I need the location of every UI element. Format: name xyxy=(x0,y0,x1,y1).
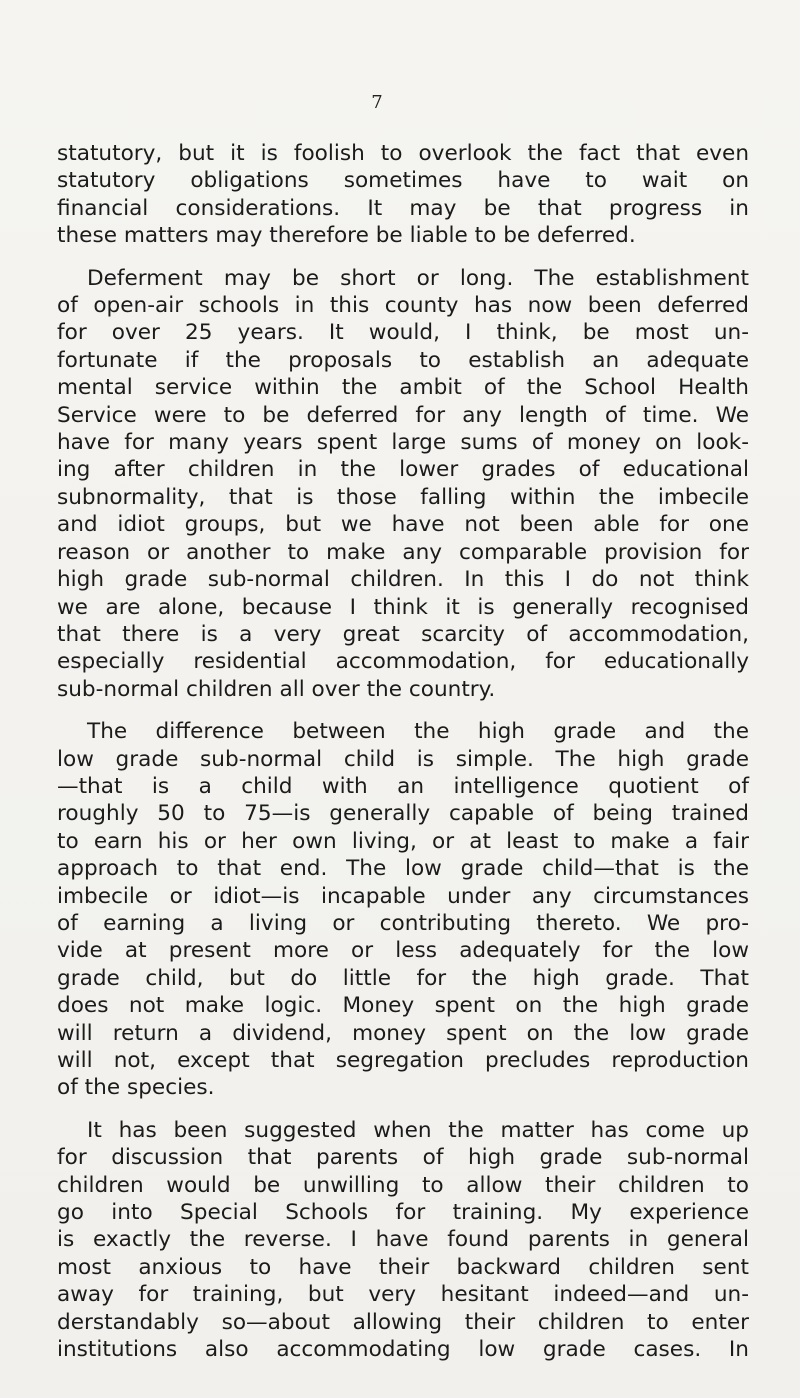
text-line: we are alone, because I think it is generally recognised xyxy=(57,594,749,620)
text-line: grade child, but do little for the high grade. That xyxy=(57,965,749,991)
text-line: will not, except that segregation precludes reproduction xyxy=(57,1048,749,1073)
paragraph xyxy=(57,718,749,1102)
text-line: of earning a living or contributing thereto. We pro- xyxy=(57,910,749,936)
text-line: financial considerations. It may be that progress in xyxy=(57,195,749,221)
text-line: subnormality, that is those falling within the imbecile xyxy=(57,484,749,510)
text-line: institutions also accommodating low grade cases. In xyxy=(57,1337,749,1363)
text-line: children would be unwilling to allow their children to xyxy=(57,1172,749,1198)
text-line: does not make logic. Money spent on the high grade xyxy=(57,993,749,1019)
text-line: It has been suggested when the matter has come up xyxy=(87,1117,749,1143)
text-line: is exactly the reverse. I have found parents in general xyxy=(57,1227,749,1253)
text-line: approach to that end. The low grade child—that is the xyxy=(57,856,749,882)
text-line: derstandably so—about allowing their children to enter xyxy=(57,1309,749,1335)
paragraph xyxy=(57,1117,749,1364)
text-line: fortunate if the proposals to establish an adequate xyxy=(57,347,749,373)
text-line: of the species. xyxy=(57,1075,215,1101)
text-line: these matters may therefore be liable to be deferred. xyxy=(57,223,636,249)
body-text xyxy=(57,140,749,1363)
text-line: especially residential accommodation, for educationally xyxy=(57,649,749,675)
page-number: 7 xyxy=(371,92,383,113)
text-line: statutory obligations sometimes have to wait on xyxy=(57,168,749,194)
text-line: sub-normal children all over the country. xyxy=(57,676,496,702)
text-line: go into Special Schools for training. My experience xyxy=(57,1200,749,1226)
text-line: roughly 50 to 75—is generally capable of being trained xyxy=(57,801,749,827)
text-line: will return a dividend, money spent on the low grade xyxy=(57,1020,749,1046)
text-line: have for many years spent large sums of money on look- xyxy=(57,430,749,456)
text-line: Service were to be deferred for any length of time. We xyxy=(57,402,749,428)
text-line: mental service within the ambit of the School Health xyxy=(57,375,749,401)
text-line: The difference between the high grade and the xyxy=(87,719,749,745)
text-line: reason or another to make any comparable provision for xyxy=(57,539,749,565)
text-line: away for training, but very hesitant indeed—and un- xyxy=(57,1282,749,1308)
text-line: of open-air schools in this county has now been deferred xyxy=(57,293,749,319)
text-line: for over 25 years. It would, I think, be most un- xyxy=(57,320,749,346)
paragraph xyxy=(57,140,749,250)
text-line: statutory, but it is foolish to overlook the fact that even xyxy=(57,141,749,166)
text-line: imbecile or idiot—is incapable under any circumstances xyxy=(57,883,749,909)
text-line: for discussion that parents of high grade sub-normal xyxy=(57,1145,749,1171)
text-line: vide at present more or less adequately for the low xyxy=(57,938,749,964)
text-line: to earn his or her own living, or at least to make a fair xyxy=(57,828,749,854)
text-line: —that is a child with an intelligence quotient of xyxy=(57,773,749,799)
text-line: low grade sub-normal child is simple. The high grade xyxy=(57,746,749,772)
paragraph xyxy=(57,265,749,704)
text-line: high grade sub-normal children. In this I do not think xyxy=(57,567,749,593)
text-line: Deferment may be short or long. The establishment xyxy=(87,265,749,291)
text-line: that there is a very great scarcity of accommodation, xyxy=(57,621,749,647)
text-line: ing after children in the lower grades of educational xyxy=(57,457,749,483)
text-line: most anxious to have their backward children sent xyxy=(57,1254,749,1280)
text-line: and idiot groups, but we have not been able for one xyxy=(57,512,749,538)
